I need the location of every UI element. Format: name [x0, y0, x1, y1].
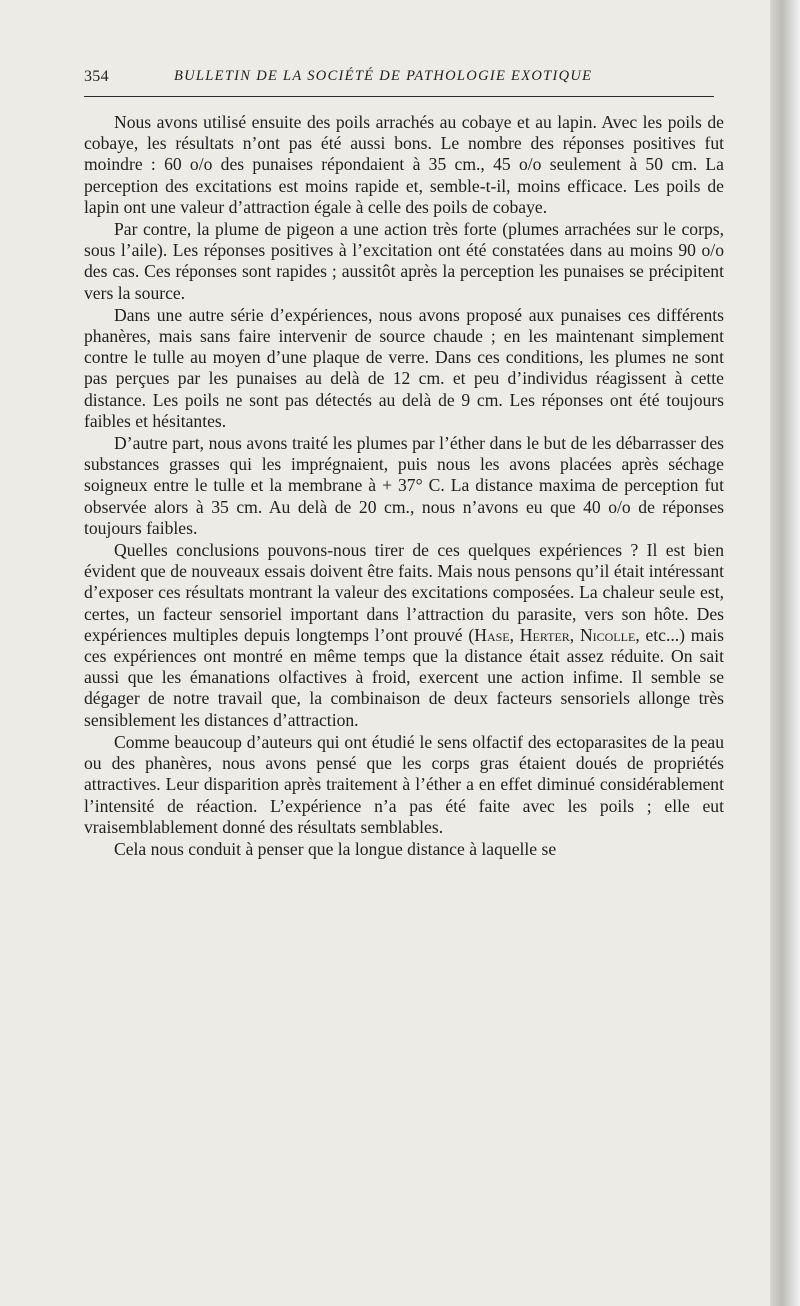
text-run: Quelles conclusions pouvons-nous tirer de ces quelques expériences ? Il est bien évident que de nouveaux essais doivent être faits. Mais nous pensons qu’il était intéressant d’exposer ces résultats montrant la valeur des excitations composées. La chaleur seule est, certes, un facteur sensoriel important dans l’attraction du parasite, vers son hôte. Des expériences multiples depuis longtemps l’ont prouvé ( — [84, 540, 724, 645]
text-run: Nous avons utilisé ensuite des poils arrachés au cobaye et au lapin. Avec les poils de cobaye, les résultats n’ont pas été aussi bons. Le nombre des réponses positives fut moindre : 60 o/o des punaises répondaient à 35 cm., 45 o/o seulement à 50 cm. La perception des excitations est moins rapide et, semble-t-il, moins efficace. Les poils de lapin ont une valeur d’attraction égale à celle des poils de cobaye. — [84, 112, 724, 217]
paragraph-3 — [84, 305, 724, 432]
paragraph-6 — [84, 732, 724, 838]
text-run: Cela nous conduit à penser que la longue distance à laquelle se — [114, 838, 557, 859]
page-header — [84, 68, 714, 94]
header-rule — [84, 96, 714, 97]
author-name-nicolle: Nicolle — [579, 624, 636, 645]
author-name-herter: Herter — [519, 624, 570, 645]
paragraph-4 — [84, 433, 724, 539]
text-run: Par contre, la plume de pigeon a une action très forte (plumes arrachées sur le corps, sous l’aile). Les réponses positives à l’excitation ont été constatées dans au moins 90 o/o des cas. Ces réponses sont rapides ; aussitôt après la perception les punaises se précipitent vers la source. — [84, 219, 724, 303]
paragraph-5 — [84, 540, 724, 731]
body-text — [84, 112, 724, 860]
author-name-hase: Hase — [474, 624, 510, 645]
text-run: , — [509, 624, 520, 645]
paragraph-2 — [84, 219, 724, 304]
text-run: D’autre part, nous avons traité les plumes par l’éther dans le but de les débarrasser des substances grasses qui les imprégnaient, puis nous les avons placées après séchage soigneux entre le tulle et la membrane à + 37° C. La distance maxima de perception fut observée alors à 35 cm. Au delà de 20 cm., nous n’avons eu que 40 o/o de réponses toujours faibles. — [84, 433, 724, 538]
page-number: 354 — [84, 68, 109, 85]
running-title: BULLETIN DE LA SOCIÉTÉ DE PATHOLOGIE EXOTIQUE — [174, 68, 593, 84]
text-run: Dans une autre série d’expériences, nous avons proposé aux punaises ces différents phanères, mais sans faire intervenir de source chaude ; en les maintenant simplement contre le tulle au moyen d’une plaque de verre. Dans ces conditions, les plumes ne sont pas perçues par les punaises au delà de 12 cm. et peu d’individus réagissent à cette distance. Les poils ne sont pas détectés au delà de 9 cm. Les réponses ont été toujours faibles et hésitantes. — [84, 304, 724, 431]
paragraph-7 — [84, 839, 724, 860]
text-run: Comme beaucoup d’auteurs qui ont étudié le sens olfactif des ectoparasites de la peau ou des phanères, nous avons pensé que les corps gras étaient doués de propriétés attractives. Leur disparition après traitement à l’éther a en effet diminué considérablement l’intensité de réaction. L’expérience n’a pas été faite avec les poils ; elle eut vraisemblablement donné des résultats semblables. — [84, 731, 724, 837]
paragraph-1 — [84, 112, 724, 218]
page-spine-shadow — [770, 0, 800, 1306]
text-run: , etc...) mais ces expériences ont montré en même temps que la distance était assez réduite. On sait aussi que les émanations olfactives à froid, exercent une action infime. Il semble se dégager de notre travail que, la combinaison de deux facteurs sensoriels allonge très sensiblement les distances d’attraction. — [84, 624, 725, 730]
text-run: , — [569, 624, 580, 645]
